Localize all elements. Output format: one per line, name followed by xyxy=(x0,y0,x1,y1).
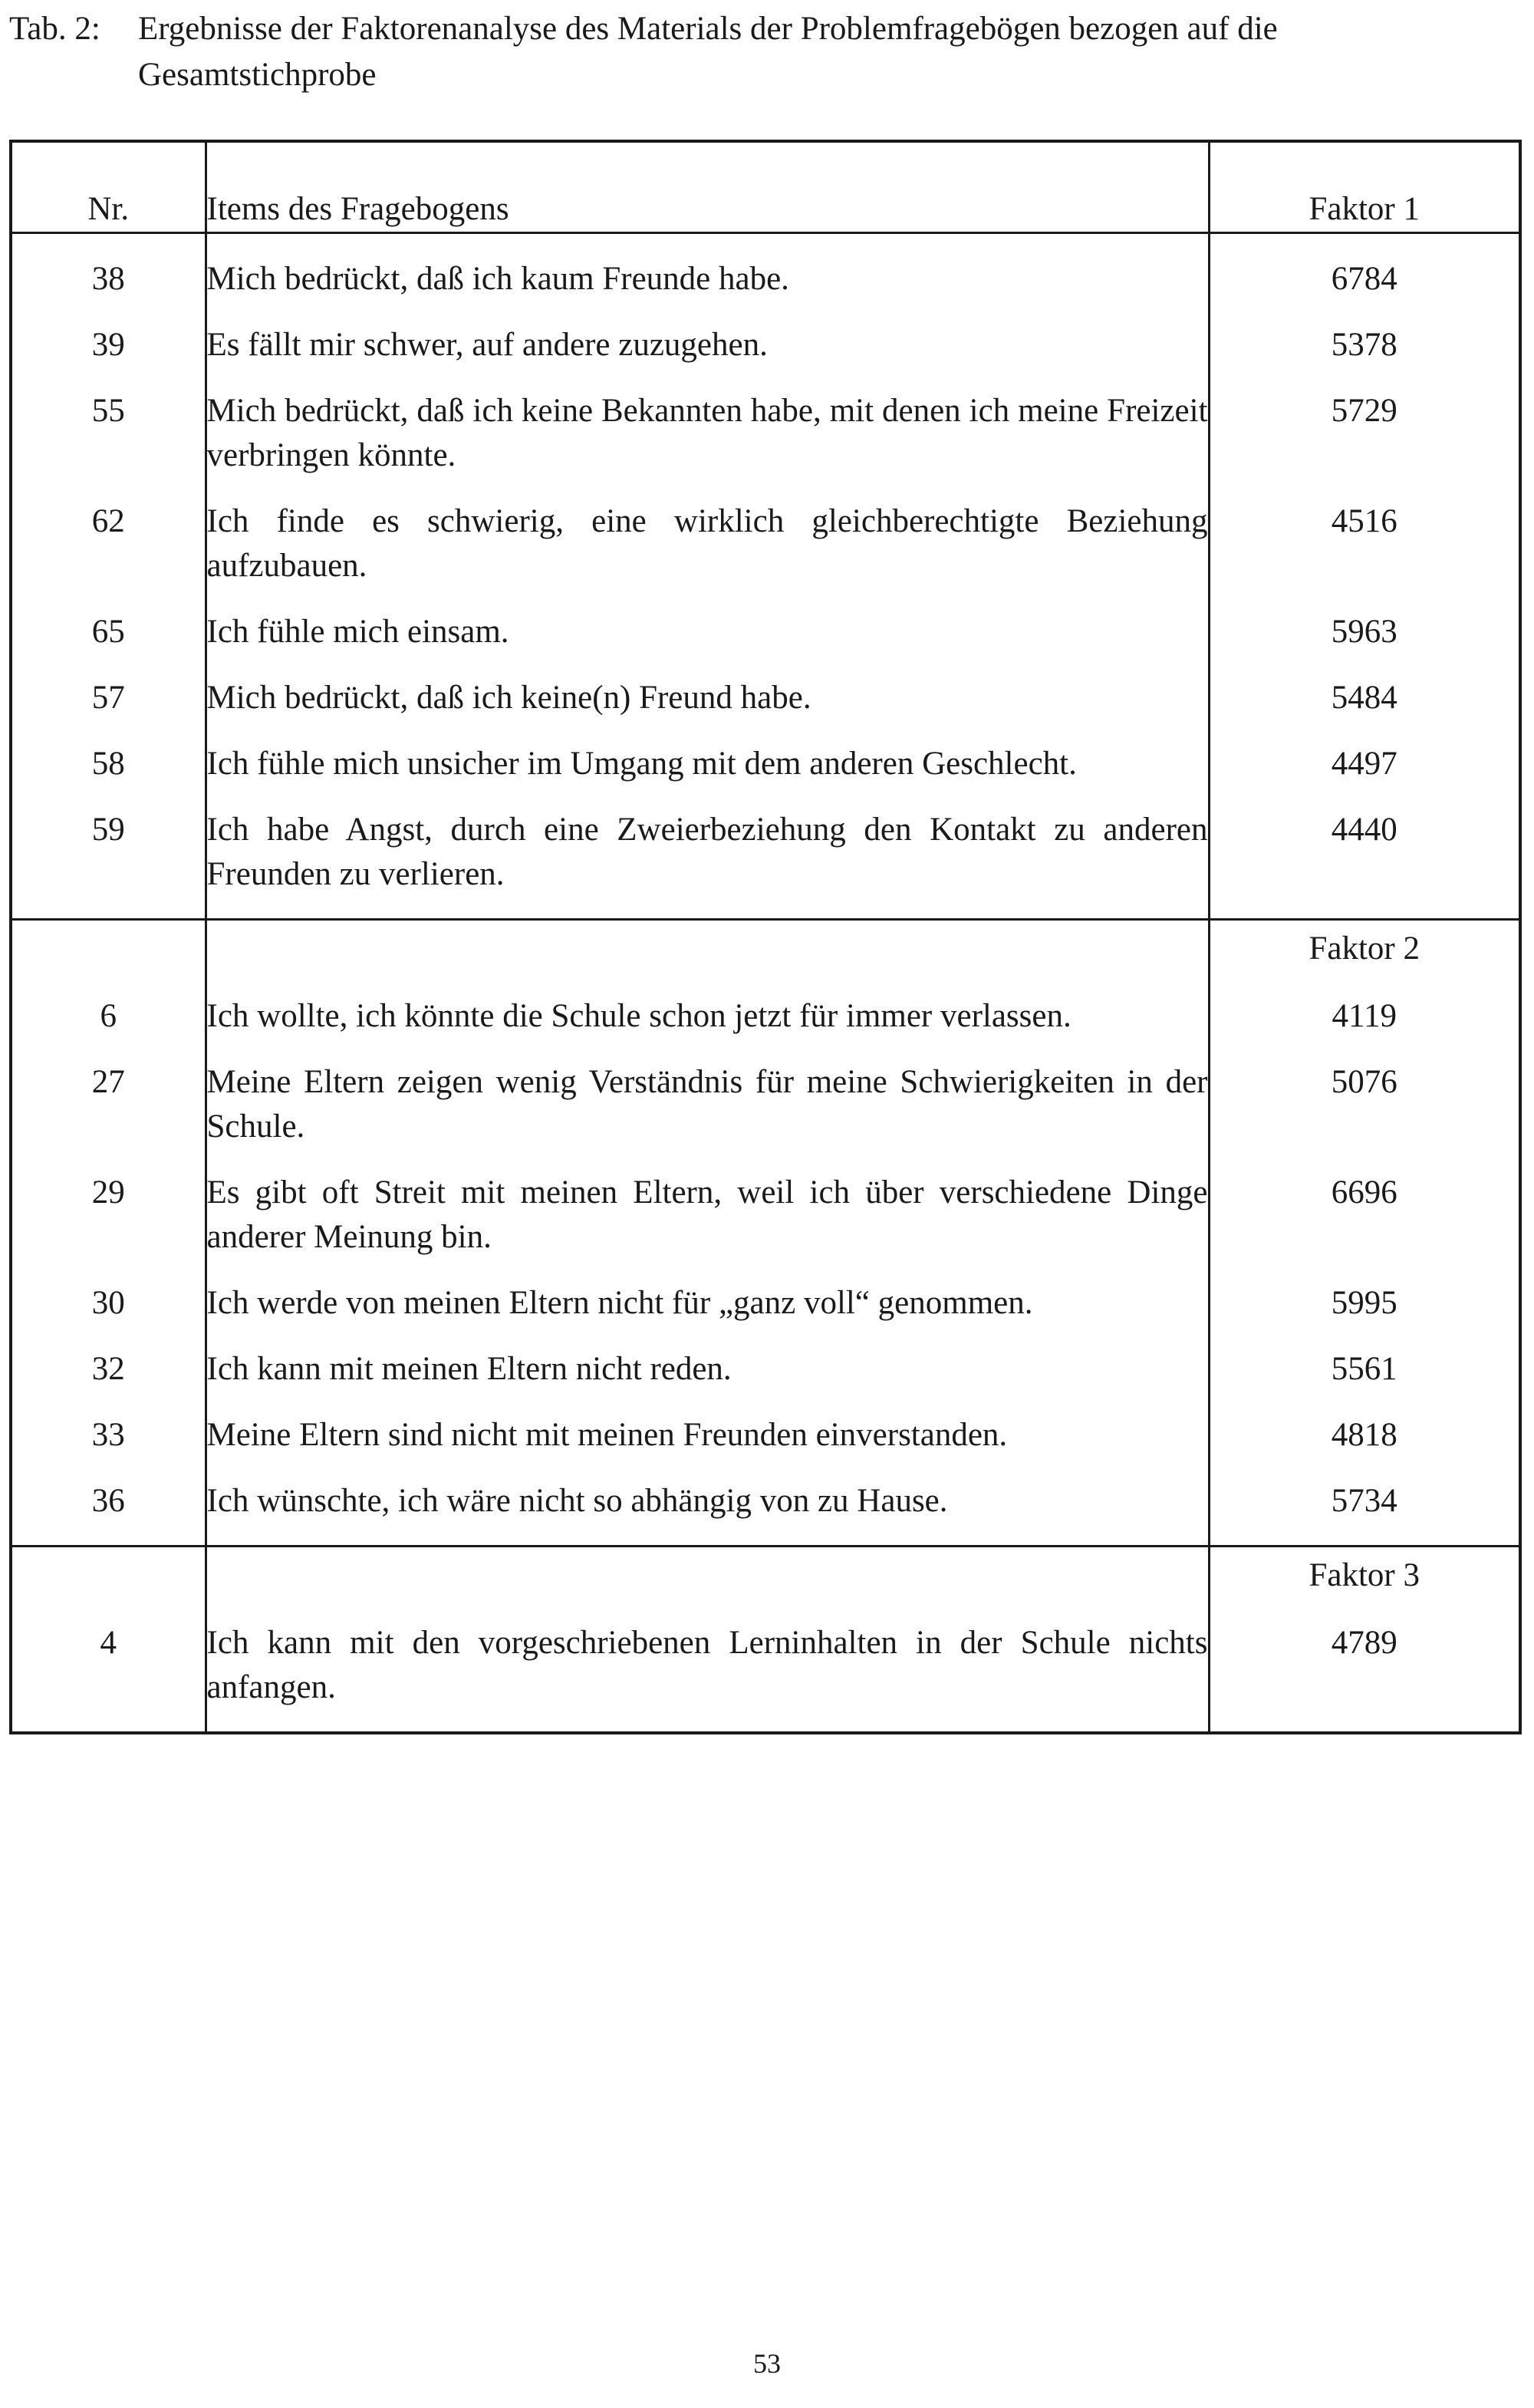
table-row xyxy=(11,1161,1520,1272)
header-nr: Nr. xyxy=(11,141,206,233)
factor-loading: 6696 xyxy=(1331,1174,1397,1211)
item-text: Es fällt mir schwer, auf andere zuzugehen. xyxy=(206,314,1209,380)
item-text: Ich kann mit den vorgeschriebenen Lerninhalten in der Schule nichts anfangen. xyxy=(206,1598,1209,1733)
item-number: 62 xyxy=(11,490,206,601)
item-number: 57 xyxy=(11,667,206,733)
caption-text-line2: Gesamtstichprobe xyxy=(138,57,377,93)
factor-loading: 5378 xyxy=(1331,327,1397,363)
empty-cell xyxy=(11,920,206,972)
table-row xyxy=(11,601,1520,667)
table-row xyxy=(11,971,1520,1051)
table-header-row xyxy=(11,141,1520,233)
item-text: Meine Eltern zeigen wenig Verständnis für meine Schwierigkeiten in der Schule. xyxy=(206,1051,1209,1161)
table-row xyxy=(11,1272,1520,1338)
item-number: 38 xyxy=(11,233,206,315)
factor-loading: 5729 xyxy=(1331,393,1397,429)
factor-analysis-table xyxy=(9,140,1522,1734)
item-number: 30 xyxy=(11,1272,206,1338)
table-caption xyxy=(9,6,1524,98)
item-number: 4 xyxy=(11,1598,206,1733)
factor-loading: 5484 xyxy=(1331,680,1397,716)
table-row xyxy=(11,733,1520,799)
item-text: Ich wünschte, ich wäre nicht so abhängig von zu Hause. xyxy=(206,1470,1209,1547)
table-row xyxy=(11,1051,1520,1161)
table-row xyxy=(11,1404,1520,1470)
factor-loading: 4497 xyxy=(1331,746,1397,782)
item-text: Mich bedrückt, daß ich keine Bekannten habe, mit denen ich meine Freizeit verbringen könnte. xyxy=(206,380,1209,490)
factor-loading: 4818 xyxy=(1331,1417,1397,1453)
item-text: Ich kann mit meinen Eltern nicht reden. xyxy=(206,1338,1209,1404)
item-number: 33 xyxy=(11,1404,206,1470)
factor-loading: 4516 xyxy=(1331,503,1397,539)
factor-label: Faktor 2 xyxy=(1209,920,1520,972)
table-row xyxy=(11,1598,1520,1733)
item-number: 55 xyxy=(11,380,206,490)
factor-loading: 4440 xyxy=(1209,799,1520,920)
item-number: 65 xyxy=(11,601,206,667)
item-text: Ich fühle mich einsam. xyxy=(206,601,1209,667)
factor-loading: 5734 xyxy=(1209,1470,1520,1547)
caption-label: Tab. 2: xyxy=(9,11,100,47)
table-row xyxy=(11,1470,1520,1547)
table-row xyxy=(11,1338,1520,1404)
factor-loading: 4119 xyxy=(1332,998,1397,1034)
table-row xyxy=(11,233,1520,315)
item-number: 6 xyxy=(11,971,206,1051)
factor-2-header-row xyxy=(11,920,1520,972)
item-number: 59 xyxy=(11,799,206,920)
item-text: Mich bedrückt, daß ich kaum Freunde habe. xyxy=(206,233,1209,315)
item-number: 36 xyxy=(11,1470,206,1547)
empty-cell xyxy=(206,920,1209,972)
table-row xyxy=(11,667,1520,733)
factor-loading: 5561 xyxy=(1331,1351,1397,1387)
table-row xyxy=(11,380,1520,490)
item-text: Ich fühle mich unsicher im Umgang mit dem anderen Geschlecht. xyxy=(206,733,1209,799)
item-text: Ich werde von meinen Eltern nicht für „ganz voll“ genommen. xyxy=(206,1272,1209,1338)
item-text: Es gibt oft Streit mit meinen Eltern, weil ich über verschiedene Dinge anderer Meinung bin. xyxy=(206,1161,1209,1272)
empty-cell xyxy=(206,1547,1209,1599)
factor-label: Faktor 3 xyxy=(1209,1547,1520,1599)
item-text: Ich habe Angst, durch eine Zweierbeziehung den Kontakt zu anderen Freunden zu verlieren. xyxy=(206,799,1209,920)
factor-loading: 6784 xyxy=(1331,261,1397,297)
item-number: 39 xyxy=(11,314,206,380)
header-factor-1: Faktor 1 xyxy=(1209,141,1520,233)
factor-loading: 5963 xyxy=(1331,614,1397,650)
empty-cell xyxy=(11,1547,206,1599)
item-number: 58 xyxy=(11,733,206,799)
item-text: Ich wollte, ich könnte die Schule schon jetzt für immer verlassen. xyxy=(206,971,1209,1051)
page-number: 53 xyxy=(753,2348,781,2379)
item-text: Mich bedrückt, daß ich keine(n) Freund habe. xyxy=(206,667,1209,733)
table-row xyxy=(11,490,1520,601)
factor-loading: 5076 xyxy=(1331,1064,1397,1100)
table-row xyxy=(11,799,1520,920)
item-number: 32 xyxy=(11,1338,206,1404)
factor-3-header-row xyxy=(11,1547,1520,1599)
item-text: Meine Eltern sind nicht mit meinen Freunden einverstanden. xyxy=(206,1404,1209,1470)
item-text: Ich finde es schwierig, eine wirklich gleichberechtigte Beziehung aufzubauen. xyxy=(206,490,1209,601)
factor-loading: 5995 xyxy=(1331,1285,1397,1321)
item-number: 27 xyxy=(11,1051,206,1161)
item-number: 29 xyxy=(11,1161,206,1272)
table-row xyxy=(11,314,1520,380)
caption-text-line1: Ergebnisse der Faktorenanalyse des Materials der Problemfragebögen bezogen auf die xyxy=(138,11,1278,47)
header-items: Items des Fragebogens xyxy=(206,141,1209,233)
factor-loading: 4789 xyxy=(1209,1598,1520,1733)
